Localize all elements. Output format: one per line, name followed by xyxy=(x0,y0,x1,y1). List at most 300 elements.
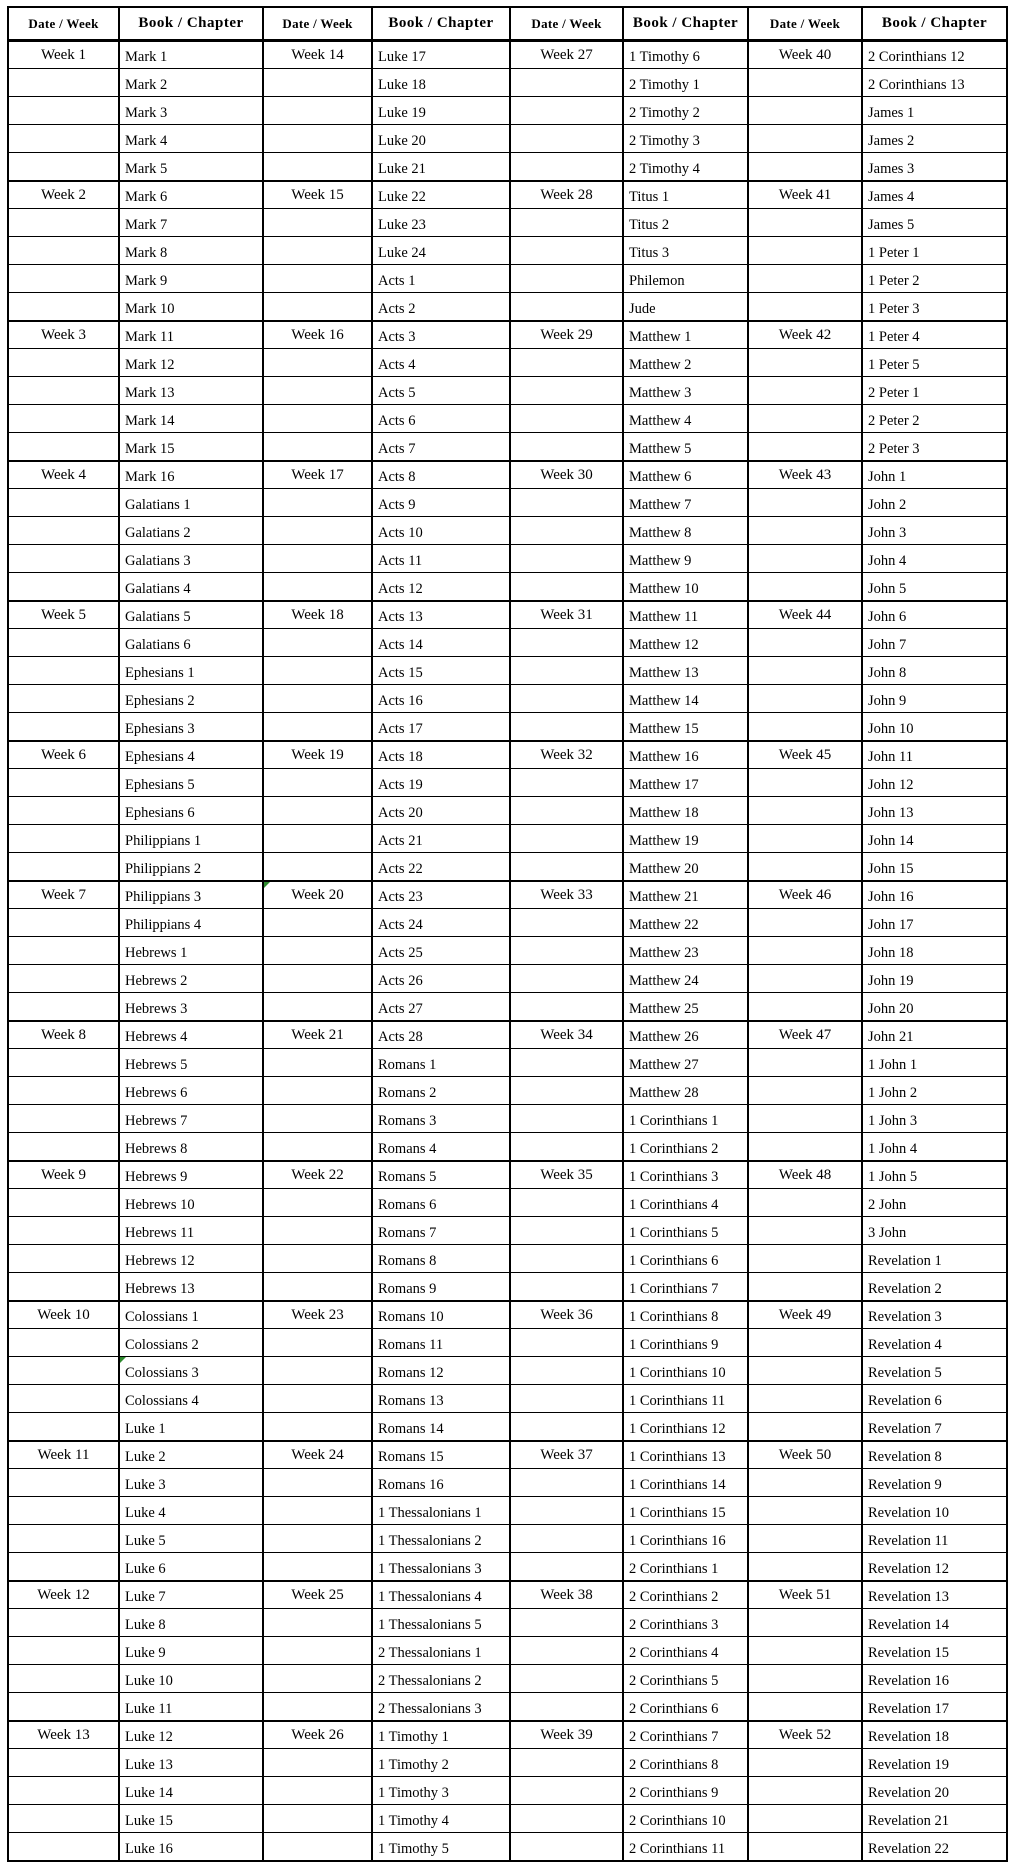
date-cell xyxy=(749,656,861,684)
date-cell xyxy=(264,1188,371,1216)
chapter-cell: Philippians 4 xyxy=(120,908,262,936)
chapter-cell: Ephesians 2 xyxy=(120,684,262,712)
date-cell xyxy=(749,432,861,460)
week-cell: Week 39 xyxy=(511,1720,622,1748)
chapter-cell: 2 Corinthians 4 xyxy=(624,1636,747,1664)
chapter-cell: Acts 27 xyxy=(373,992,509,1020)
date-cell xyxy=(749,264,861,292)
date-cell xyxy=(749,404,861,432)
chapter-cell: Matthew 8 xyxy=(624,516,747,544)
chapter-cell: 2 Corinthians 11 xyxy=(624,1832,747,1860)
date-cell xyxy=(264,964,371,992)
date-cell xyxy=(749,1216,861,1244)
chapter-cell: Acts 7 xyxy=(373,432,509,460)
week-cell: Week 34 xyxy=(511,1020,622,1048)
date-cell xyxy=(9,1328,118,1356)
date-cell xyxy=(9,404,118,432)
chapter-cell: Acts 22 xyxy=(373,852,509,880)
date-cell xyxy=(9,1104,118,1132)
chapter-cell: 2 Corinthians 9 xyxy=(624,1776,747,1804)
chapter-cell: 2 Corinthians 7 xyxy=(624,1720,747,1748)
chapter-cell: John 10 xyxy=(863,712,1006,740)
week-cell: Week 52 xyxy=(749,1720,861,1748)
week-cell: Week 43 xyxy=(749,460,861,488)
chapter-cell: Luke 17 xyxy=(373,40,509,68)
date-cell xyxy=(749,208,861,236)
chapter-cell: Luke 10 xyxy=(120,1664,262,1692)
date-cell xyxy=(511,1552,622,1580)
chapter-cell: Mark 3 xyxy=(120,96,262,124)
chapter-cell: Matthew 6 xyxy=(624,460,747,488)
chapter-cell: Colossians 1 xyxy=(120,1300,262,1328)
date-cell xyxy=(749,1104,861,1132)
chapter-cell: Luke 14 xyxy=(120,1776,262,1804)
date-cell xyxy=(9,1748,118,1776)
date-cell xyxy=(749,992,861,1020)
date-cell xyxy=(511,1272,622,1300)
chapter-cell: Romans 8 xyxy=(373,1244,509,1272)
chapter-cell: 1 Timothy 6 xyxy=(624,40,747,68)
chapter-cell: Hebrews 13 xyxy=(120,1272,262,1300)
week-cell: Week 7 xyxy=(9,880,118,908)
date-cell xyxy=(749,1608,861,1636)
date-cell xyxy=(511,1496,622,1524)
chapter-cell: Matthew 12 xyxy=(624,628,747,656)
chapter-cell: Hebrews 6 xyxy=(120,1076,262,1104)
date-cell xyxy=(264,1524,371,1552)
date-cell xyxy=(511,1216,622,1244)
week-cell: Week 5 xyxy=(9,600,118,628)
date-cell xyxy=(511,348,622,376)
date-cell xyxy=(511,264,622,292)
date-cell xyxy=(511,572,622,600)
week-cell: Week 51 xyxy=(749,1580,861,1608)
date-cell xyxy=(9,1048,118,1076)
date-cell xyxy=(9,516,118,544)
chapter-cell: Revelation 6 xyxy=(863,1384,1006,1412)
week-cell: Week 13 xyxy=(9,1720,118,1748)
date-cell xyxy=(264,1748,371,1776)
chapter-cell: Hebrews 1 xyxy=(120,936,262,964)
chapter-cell: Luke 24 xyxy=(373,236,509,264)
date-cell xyxy=(264,1636,371,1664)
chapter-cell: 1 Timothy 3 xyxy=(373,1776,509,1804)
date-cell xyxy=(511,1832,622,1860)
chapter-cell: 2 Thessalonians 1 xyxy=(373,1636,509,1664)
date-cell xyxy=(9,1076,118,1104)
chapter-cell: 2 Corinthians 12 xyxy=(863,40,1006,68)
chapter-cell: Philemon xyxy=(624,264,747,292)
chapter-cell: 1 Corinthians 15 xyxy=(624,1496,747,1524)
chapter-cell: Galatians 6 xyxy=(120,628,262,656)
date-cell xyxy=(511,516,622,544)
date-cell xyxy=(264,68,371,96)
date-cell xyxy=(264,1832,371,1860)
chapter-cell: Luke 6 xyxy=(120,1552,262,1580)
chapter-cell: 1 Corinthians 16 xyxy=(624,1524,747,1552)
chapter-cell: 1 Peter 3 xyxy=(863,292,1006,320)
chapter-cell: Revelation 19 xyxy=(863,1748,1006,1776)
book-chapter-column xyxy=(120,8,264,1860)
chapter-cell: 1 Corinthians 14 xyxy=(624,1468,747,1496)
chapter-cell: Matthew 21 xyxy=(624,880,747,908)
book-chapter-header: Book / Chapter xyxy=(373,8,509,40)
date-cell xyxy=(264,796,371,824)
chapter-cell: John 3 xyxy=(863,516,1006,544)
week-cell: Week 31 xyxy=(511,600,622,628)
date-cell xyxy=(9,348,118,376)
chapter-cell: 2 Corinthians 13 xyxy=(863,68,1006,96)
chapter-cell: Matthew 9 xyxy=(624,544,747,572)
date-cell xyxy=(511,404,622,432)
date-cell xyxy=(749,292,861,320)
date-cell xyxy=(511,1776,622,1804)
chapter-cell: Matthew 13 xyxy=(624,656,747,684)
week-cell: Week 50 xyxy=(749,1440,861,1468)
chapter-cell: Hebrews 5 xyxy=(120,1048,262,1076)
chapter-cell: Revelation 14 xyxy=(863,1608,1006,1636)
date-cell xyxy=(264,1776,371,1804)
chapter-cell: Acts 14 xyxy=(373,628,509,656)
date-cell xyxy=(264,824,371,852)
chapter-cell: Acts 17 xyxy=(373,712,509,740)
week-cell: Week 35 xyxy=(511,1160,622,1188)
chapter-cell: Philippians 3 xyxy=(120,880,262,908)
date-cell xyxy=(264,376,371,404)
date-cell xyxy=(9,1524,118,1552)
date-cell xyxy=(264,1608,371,1636)
chapter-cell: Luke 15 xyxy=(120,1804,262,1832)
date-cell xyxy=(749,348,861,376)
date-cell xyxy=(511,1076,622,1104)
chapter-cell: Colossians 2 xyxy=(120,1328,262,1356)
chapter-cell: John 17 xyxy=(863,908,1006,936)
date-cell xyxy=(749,1076,861,1104)
date-cell xyxy=(749,768,861,796)
chapter-cell: Luke 9 xyxy=(120,1636,262,1664)
date-cell xyxy=(511,1412,622,1440)
week-cell: Week 25 xyxy=(264,1580,371,1608)
chapter-cell: Romans 11 xyxy=(373,1328,509,1356)
chapter-cell: Acts 20 xyxy=(373,796,509,824)
date-cell xyxy=(511,544,622,572)
date-cell xyxy=(511,964,622,992)
date-cell xyxy=(264,348,371,376)
chapter-cell: Mark 9 xyxy=(120,264,262,292)
chapter-cell: John 19 xyxy=(863,964,1006,992)
chapter-cell: Mark 7 xyxy=(120,208,262,236)
chapter-cell: Galatians 4 xyxy=(120,572,262,600)
chapter-cell: Acts 25 xyxy=(373,936,509,964)
date-cell xyxy=(264,1356,371,1384)
chapter-cell: Luke 22 xyxy=(373,180,509,208)
week-cell: Week 14 xyxy=(264,40,371,68)
chapter-cell: Hebrews 8 xyxy=(120,1132,262,1160)
chapter-cell: Romans 6 xyxy=(373,1188,509,1216)
week-cell: Week 9 xyxy=(9,1160,118,1188)
date-cell xyxy=(511,1356,622,1384)
chapter-cell: Galatians 1 xyxy=(120,488,262,516)
book-chapter-column xyxy=(863,8,1006,1860)
chapter-cell: Romans 5 xyxy=(373,1160,509,1188)
date-cell xyxy=(511,1524,622,1552)
date-cell xyxy=(9,964,118,992)
chapter-cell: Luke 11 xyxy=(120,1692,262,1720)
date-cell xyxy=(511,1636,622,1664)
chapter-cell: 2 Peter 2 xyxy=(863,404,1006,432)
date-cell xyxy=(749,1328,861,1356)
date-cell xyxy=(749,1468,861,1496)
week-cell: Week 29 xyxy=(511,320,622,348)
chapter-cell: Acts 23 xyxy=(373,880,509,908)
date-cell xyxy=(264,236,371,264)
date-cell xyxy=(511,768,622,796)
chapter-cell: Matthew 28 xyxy=(624,1076,747,1104)
date-cell xyxy=(9,1832,118,1860)
date-cell xyxy=(264,124,371,152)
date-cell xyxy=(264,1468,371,1496)
date-cell xyxy=(264,1076,371,1104)
chapter-cell: 1 Thessalonians 4 xyxy=(373,1580,509,1608)
chapter-cell: Ephesians 3 xyxy=(120,712,262,740)
date-cell xyxy=(9,1552,118,1580)
date-cell xyxy=(749,1804,861,1832)
chapter-cell: Mark 14 xyxy=(120,404,262,432)
date-cell xyxy=(9,936,118,964)
chapter-cell: 1 Thessalonians 3 xyxy=(373,1552,509,1580)
chapter-cell: Hebrews 9 xyxy=(120,1160,262,1188)
chapter-cell: John 18 xyxy=(863,936,1006,964)
chapter-cell: Matthew 25 xyxy=(624,992,747,1020)
week-cell: Week 47 xyxy=(749,1020,861,1048)
date-cell xyxy=(264,1664,371,1692)
chapter-cell: 1 Corinthians 2 xyxy=(624,1132,747,1160)
chapter-cell: Mark 4 xyxy=(120,124,262,152)
chapter-cell: Luke 16 xyxy=(120,1832,262,1860)
date-cell xyxy=(264,1104,371,1132)
chapter-cell: 1 Corinthians 5 xyxy=(624,1216,747,1244)
date-cell xyxy=(264,544,371,572)
chapter-cell: Philippians 1 xyxy=(120,824,262,852)
chapter-cell: John 5 xyxy=(863,572,1006,600)
week-cell: Week 27 xyxy=(511,40,622,68)
chapter-cell: Colossians 3 xyxy=(120,1356,262,1384)
date-cell xyxy=(264,1132,371,1160)
chapter-cell: Luke 4 xyxy=(120,1496,262,1524)
date-cell xyxy=(9,264,118,292)
date-cell xyxy=(264,936,371,964)
week-cell: Week 23 xyxy=(264,1300,371,1328)
date-cell xyxy=(9,1636,118,1664)
date-cell xyxy=(749,96,861,124)
date-cell xyxy=(9,68,118,96)
chapter-cell: 2 Corinthians 3 xyxy=(624,1608,747,1636)
date-cell xyxy=(264,1496,371,1524)
date-cell xyxy=(9,992,118,1020)
date-cell xyxy=(9,572,118,600)
date-cell xyxy=(264,1244,371,1272)
chapter-cell: Mark 11 xyxy=(120,320,262,348)
date-cell xyxy=(749,1384,861,1412)
chapter-cell: Matthew 7 xyxy=(624,488,747,516)
chapter-cell: Hebrews 3 xyxy=(120,992,262,1020)
chapter-cell: Matthew 20 xyxy=(624,852,747,880)
date-cell xyxy=(749,824,861,852)
chapter-cell: Matthew 24 xyxy=(624,964,747,992)
chapter-cell: 2 Timothy 1 xyxy=(624,68,747,96)
date-cell xyxy=(9,208,118,236)
chapter-cell: Luke 20 xyxy=(373,124,509,152)
chapter-cell: 1 Timothy 1 xyxy=(373,1720,509,1748)
date-cell xyxy=(9,488,118,516)
chapter-cell: 2 Timothy 2 xyxy=(624,96,747,124)
date-cell xyxy=(9,1272,118,1300)
chapter-cell: James 3 xyxy=(863,152,1006,180)
date-cell xyxy=(749,1692,861,1720)
date-week-column xyxy=(749,8,863,1860)
chapter-cell: 2 Corinthians 1 xyxy=(624,1552,747,1580)
date-cell xyxy=(9,768,118,796)
date-cell xyxy=(9,908,118,936)
chapter-cell: 1 Peter 5 xyxy=(863,348,1006,376)
date-cell xyxy=(264,1272,371,1300)
date-cell xyxy=(264,152,371,180)
chapter-cell: 1 John 5 xyxy=(863,1160,1006,1188)
chapter-cell: Acts 3 xyxy=(373,320,509,348)
date-cell xyxy=(9,432,118,460)
date-cell xyxy=(511,68,622,96)
chapter-cell: 1 Thessalonians 2 xyxy=(373,1524,509,1552)
chapter-cell: Hebrews 4 xyxy=(120,1020,262,1048)
date-cell xyxy=(511,376,622,404)
chapter-cell: 1 Timothy 5 xyxy=(373,1832,509,1860)
chapter-cell: James 5 xyxy=(863,208,1006,236)
chapter-cell: John 14 xyxy=(863,824,1006,852)
week-cell: Week 12 xyxy=(9,1580,118,1608)
chapter-cell: 1 Corinthians 6 xyxy=(624,1244,747,1272)
date-cell xyxy=(749,1748,861,1776)
date-cell xyxy=(9,1468,118,1496)
chapter-cell: Mark 5 xyxy=(120,152,262,180)
date-cell xyxy=(511,684,622,712)
week-cell: Week 2 xyxy=(9,180,118,208)
chapter-cell: Matthew 2 xyxy=(624,348,747,376)
chapter-cell: Romans 9 xyxy=(373,1272,509,1300)
book-chapter-header: Book / Chapter xyxy=(624,8,747,40)
date-cell xyxy=(749,1272,861,1300)
chapter-cell: Luke 19 xyxy=(373,96,509,124)
week-cell: Week 22 xyxy=(264,1160,371,1188)
chapter-cell: Revelation 15 xyxy=(863,1636,1006,1664)
chapter-cell: Hebrews 7 xyxy=(120,1104,262,1132)
date-cell xyxy=(749,1496,861,1524)
date-cell xyxy=(9,796,118,824)
week-cell: Week 1 xyxy=(9,40,118,68)
chapter-cell: Revelation 22 xyxy=(863,1832,1006,1860)
chapter-cell: Galatians 5 xyxy=(120,600,262,628)
date-cell xyxy=(511,824,622,852)
chapter-cell: Luke 1 xyxy=(120,1412,262,1440)
date-cell xyxy=(9,1692,118,1720)
chapter-cell: Acts 5 xyxy=(373,376,509,404)
chapter-cell: 1 Corinthians 12 xyxy=(624,1412,747,1440)
date-week-header: Date / Week xyxy=(749,8,861,40)
date-cell xyxy=(9,124,118,152)
week-cell: Week 36 xyxy=(511,1300,622,1328)
date-cell xyxy=(9,1384,118,1412)
date-cell xyxy=(749,152,861,180)
date-cell xyxy=(511,1188,622,1216)
book-chapter-header: Book / Chapter xyxy=(120,8,262,40)
date-cell xyxy=(264,992,371,1020)
chapter-cell: 2 Corinthians 2 xyxy=(624,1580,747,1608)
date-cell xyxy=(9,628,118,656)
chapter-cell: Matthew 3 xyxy=(624,376,747,404)
date-cell xyxy=(9,1216,118,1244)
chapter-cell: 2 Peter 3 xyxy=(863,432,1006,460)
week-cell: Week 41 xyxy=(749,180,861,208)
date-cell xyxy=(9,1356,118,1384)
date-cell xyxy=(264,1804,371,1832)
chapter-cell: Acts 16 xyxy=(373,684,509,712)
date-cell xyxy=(749,628,861,656)
date-cell xyxy=(511,96,622,124)
date-cell xyxy=(749,1636,861,1664)
chapter-cell: 2 Corinthians 6 xyxy=(624,1692,747,1720)
date-cell xyxy=(9,1776,118,1804)
date-cell xyxy=(749,1552,861,1580)
chapter-cell: Mark 6 xyxy=(120,180,262,208)
chapter-cell: Romans 16 xyxy=(373,1468,509,1496)
date-cell xyxy=(511,208,622,236)
date-cell xyxy=(9,1496,118,1524)
week-cell: Week 26 xyxy=(264,1720,371,1748)
date-cell xyxy=(264,264,371,292)
date-cell xyxy=(749,572,861,600)
chapter-cell: Revelation 1 xyxy=(863,1244,1006,1272)
chapter-cell: 1 Corinthians 3 xyxy=(624,1160,747,1188)
date-cell xyxy=(749,1244,861,1272)
chapter-cell: Romans 4 xyxy=(373,1132,509,1160)
date-cell xyxy=(9,236,118,264)
chapter-cell: Revelation 3 xyxy=(863,1300,1006,1328)
date-cell xyxy=(9,852,118,880)
date-cell xyxy=(264,488,371,516)
chapter-cell: Matthew 16 xyxy=(624,740,747,768)
date-cell xyxy=(264,292,371,320)
chapter-cell: Philippians 2 xyxy=(120,852,262,880)
chapter-cell: Revelation 21 xyxy=(863,1804,1006,1832)
date-cell xyxy=(511,936,622,964)
chapter-cell: Ephesians 4 xyxy=(120,740,262,768)
week-cell: Week 40 xyxy=(749,40,861,68)
date-cell xyxy=(511,1692,622,1720)
date-cell xyxy=(749,1832,861,1860)
chapter-cell: Acts 10 xyxy=(373,516,509,544)
date-cell xyxy=(511,292,622,320)
chapter-cell: Mark 1 xyxy=(120,40,262,68)
chapter-cell: Acts 1 xyxy=(373,264,509,292)
chapter-cell: John 8 xyxy=(863,656,1006,684)
chapter-cell: 2 Thessalonians 2 xyxy=(373,1664,509,1692)
date-cell xyxy=(511,656,622,684)
chapter-cell: Revelation 12 xyxy=(863,1552,1006,1580)
date-cell xyxy=(264,208,371,236)
chapter-cell: Mark 15 xyxy=(120,432,262,460)
date-cell xyxy=(749,376,861,404)
date-cell xyxy=(749,1048,861,1076)
date-cell xyxy=(749,236,861,264)
